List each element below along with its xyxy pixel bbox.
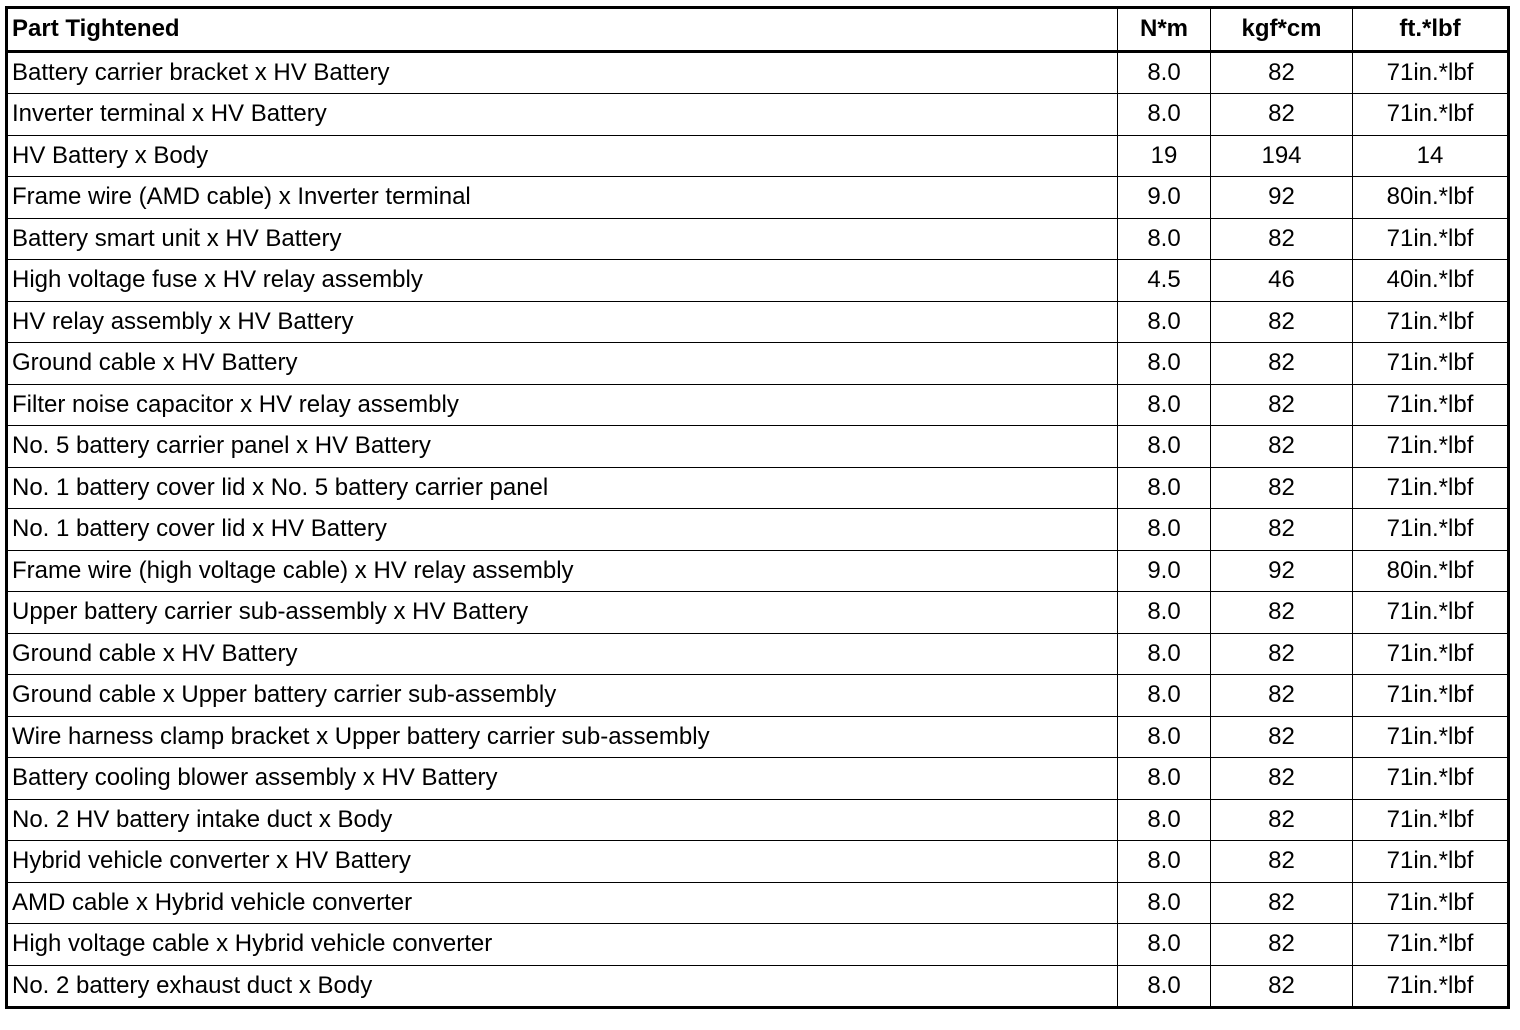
table-row bbox=[7, 550, 1509, 592]
cell-part-tightened: HV Battery x Body bbox=[7, 135, 1118, 177]
table-row bbox=[7, 882, 1509, 924]
cell-nm: 8.0 bbox=[1118, 965, 1211, 1008]
cell-ft-lbf: 71in.*lbf bbox=[1353, 633, 1509, 675]
cell-kgf-cm: 82 bbox=[1211, 758, 1353, 800]
cell-part-tightened: Frame wire (high voltage cable) x HV relay assembly bbox=[7, 550, 1118, 592]
table-row bbox=[7, 343, 1509, 385]
header-ft-lbf: ft.*lbf bbox=[1353, 8, 1509, 52]
table-row bbox=[7, 94, 1509, 136]
table-row bbox=[7, 301, 1509, 343]
table-row bbox=[7, 716, 1509, 758]
cell-nm: 8.0 bbox=[1118, 94, 1211, 136]
cell-nm: 8.0 bbox=[1118, 841, 1211, 883]
cell-part-tightened: High voltage cable x Hybrid vehicle converter bbox=[7, 924, 1118, 966]
cell-ft-lbf: 80in.*lbf bbox=[1353, 550, 1509, 592]
cell-nm: 8.0 bbox=[1118, 343, 1211, 385]
cell-ft-lbf: 80in.*lbf bbox=[1353, 177, 1509, 219]
table-row bbox=[7, 426, 1509, 468]
torque-spec-table-container bbox=[5, 6, 1510, 1009]
cell-ft-lbf: 71in.*lbf bbox=[1353, 218, 1509, 260]
cell-kgf-cm: 82 bbox=[1211, 218, 1353, 260]
cell-nm: 8.0 bbox=[1118, 301, 1211, 343]
cell-nm: 8.0 bbox=[1118, 924, 1211, 966]
cell-kgf-cm: 92 bbox=[1211, 177, 1353, 219]
cell-nm: 8.0 bbox=[1118, 758, 1211, 800]
cell-nm: 8.0 bbox=[1118, 882, 1211, 924]
cell-nm: 8.0 bbox=[1118, 426, 1211, 468]
table-row bbox=[7, 384, 1509, 426]
table-row bbox=[7, 924, 1509, 966]
cell-ft-lbf: 71in.*lbf bbox=[1353, 94, 1509, 136]
cell-nm: 8.0 bbox=[1118, 799, 1211, 841]
cell-ft-lbf: 71in.*lbf bbox=[1353, 675, 1509, 717]
cell-part-tightened: No. 2 HV battery intake duct x Body bbox=[7, 799, 1118, 841]
cell-kgf-cm: 82 bbox=[1211, 882, 1353, 924]
cell-part-tightened: Filter noise capacitor x HV relay assembly bbox=[7, 384, 1118, 426]
cell-kgf-cm: 82 bbox=[1211, 965, 1353, 1008]
cell-ft-lbf: 71in.*lbf bbox=[1353, 343, 1509, 385]
table-row bbox=[7, 965, 1509, 1008]
cell-part-tightened: Inverter terminal x HV Battery bbox=[7, 94, 1118, 136]
cell-part-tightened: Hybrid vehicle converter x HV Battery bbox=[7, 841, 1118, 883]
cell-part-tightened: Wire harness clamp bracket x Upper battery carrier sub-assembly bbox=[7, 716, 1118, 758]
cell-part-tightened: No. 1 battery cover lid x HV Battery bbox=[7, 509, 1118, 551]
cell-nm: 8.0 bbox=[1118, 675, 1211, 717]
cell-nm: 8.0 bbox=[1118, 509, 1211, 551]
table-row bbox=[7, 51, 1509, 94]
cell-part-tightened: Upper battery carrier sub-assembly x HV Battery bbox=[7, 592, 1118, 634]
cell-part-tightened: High voltage fuse x HV relay assembly bbox=[7, 260, 1118, 302]
header-part-tightened: Part Tightened bbox=[7, 8, 1118, 52]
cell-nm: 8.0 bbox=[1118, 716, 1211, 758]
cell-kgf-cm: 82 bbox=[1211, 467, 1353, 509]
cell-part-tightened: Battery carrier bracket x HV Battery bbox=[7, 51, 1118, 94]
cell-ft-lbf: 71in.*lbf bbox=[1353, 426, 1509, 468]
table-row bbox=[7, 758, 1509, 800]
cell-ft-lbf: 71in.*lbf bbox=[1353, 799, 1509, 841]
table-row bbox=[7, 633, 1509, 675]
cell-nm: 8.0 bbox=[1118, 384, 1211, 426]
cell-part-tightened: Ground cable x HV Battery bbox=[7, 343, 1118, 385]
cell-kgf-cm: 82 bbox=[1211, 675, 1353, 717]
cell-part-tightened: No. 5 battery carrier panel x HV Battery bbox=[7, 426, 1118, 468]
cell-kgf-cm: 82 bbox=[1211, 924, 1353, 966]
cell-nm: 8.0 bbox=[1118, 467, 1211, 509]
cell-kgf-cm: 82 bbox=[1211, 633, 1353, 675]
cell-nm: 8.0 bbox=[1118, 633, 1211, 675]
cell-nm: 8.0 bbox=[1118, 218, 1211, 260]
cell-kgf-cm: 194 bbox=[1211, 135, 1353, 177]
cell-ft-lbf: 40in.*lbf bbox=[1353, 260, 1509, 302]
cell-kgf-cm: 46 bbox=[1211, 260, 1353, 302]
cell-part-tightened: No. 1 battery cover lid x No. 5 battery carrier panel bbox=[7, 467, 1118, 509]
cell-nm: 9.0 bbox=[1118, 550, 1211, 592]
cell-ft-lbf: 71in.*lbf bbox=[1353, 51, 1509, 94]
table-row bbox=[7, 218, 1509, 260]
cell-nm: 8.0 bbox=[1118, 592, 1211, 634]
cell-kgf-cm: 82 bbox=[1211, 301, 1353, 343]
cell-kgf-cm: 82 bbox=[1211, 509, 1353, 551]
cell-ft-lbf: 71in.*lbf bbox=[1353, 924, 1509, 966]
cell-nm: 8.0 bbox=[1118, 51, 1211, 94]
cell-nm: 19 bbox=[1118, 135, 1211, 177]
cell-ft-lbf: 71in.*lbf bbox=[1353, 467, 1509, 509]
cell-part-tightened: Battery smart unit x HV Battery bbox=[7, 218, 1118, 260]
cell-kgf-cm: 82 bbox=[1211, 841, 1353, 883]
table-row bbox=[7, 799, 1509, 841]
cell-ft-lbf: 71in.*lbf bbox=[1353, 592, 1509, 634]
cell-kgf-cm: 92 bbox=[1211, 550, 1353, 592]
header-nm: N*m bbox=[1118, 8, 1211, 52]
cell-kgf-cm: 82 bbox=[1211, 343, 1353, 385]
table-row bbox=[7, 177, 1509, 219]
cell-ft-lbf: 71in.*lbf bbox=[1353, 882, 1509, 924]
cell-nm: 4.5 bbox=[1118, 260, 1211, 302]
cell-kgf-cm: 82 bbox=[1211, 799, 1353, 841]
cell-ft-lbf: 14 bbox=[1353, 135, 1509, 177]
table-row bbox=[7, 841, 1509, 883]
torque-spec-table bbox=[5, 6, 1510, 1009]
cell-part-tightened: Ground cable x HV Battery bbox=[7, 633, 1118, 675]
cell-part-tightened: Frame wire (AMD cable) x Inverter terminal bbox=[7, 177, 1118, 219]
header-row bbox=[7, 8, 1509, 52]
cell-kgf-cm: 82 bbox=[1211, 592, 1353, 634]
cell-ft-lbf: 71in.*lbf bbox=[1353, 384, 1509, 426]
cell-ft-lbf: 71in.*lbf bbox=[1353, 965, 1509, 1008]
cell-nm: 9.0 bbox=[1118, 177, 1211, 219]
table-row bbox=[7, 675, 1509, 717]
cell-kgf-cm: 82 bbox=[1211, 94, 1353, 136]
cell-ft-lbf: 71in.*lbf bbox=[1353, 758, 1509, 800]
cell-kgf-cm: 82 bbox=[1211, 426, 1353, 468]
table-row bbox=[7, 509, 1509, 551]
header-kgf-cm: kgf*cm bbox=[1211, 8, 1353, 52]
table-row bbox=[7, 260, 1509, 302]
cell-ft-lbf: 71in.*lbf bbox=[1353, 841, 1509, 883]
cell-part-tightened: AMD cable x Hybrid vehicle converter bbox=[7, 882, 1118, 924]
table-row bbox=[7, 592, 1509, 634]
cell-ft-lbf: 71in.*lbf bbox=[1353, 301, 1509, 343]
cell-ft-lbf: 71in.*lbf bbox=[1353, 509, 1509, 551]
cell-kgf-cm: 82 bbox=[1211, 384, 1353, 426]
cell-ft-lbf: 71in.*lbf bbox=[1353, 716, 1509, 758]
cell-kgf-cm: 82 bbox=[1211, 716, 1353, 758]
cell-part-tightened: HV relay assembly x HV Battery bbox=[7, 301, 1118, 343]
cell-kgf-cm: 82 bbox=[1211, 51, 1353, 94]
table-row bbox=[7, 467, 1509, 509]
cell-part-tightened: Battery cooling blower assembly x HV Battery bbox=[7, 758, 1118, 800]
table-row bbox=[7, 135, 1509, 177]
cell-part-tightened: Ground cable x Upper battery carrier sub-assembly bbox=[7, 675, 1118, 717]
cell-part-tightened: No. 2 battery exhaust duct x Body bbox=[7, 965, 1118, 1008]
